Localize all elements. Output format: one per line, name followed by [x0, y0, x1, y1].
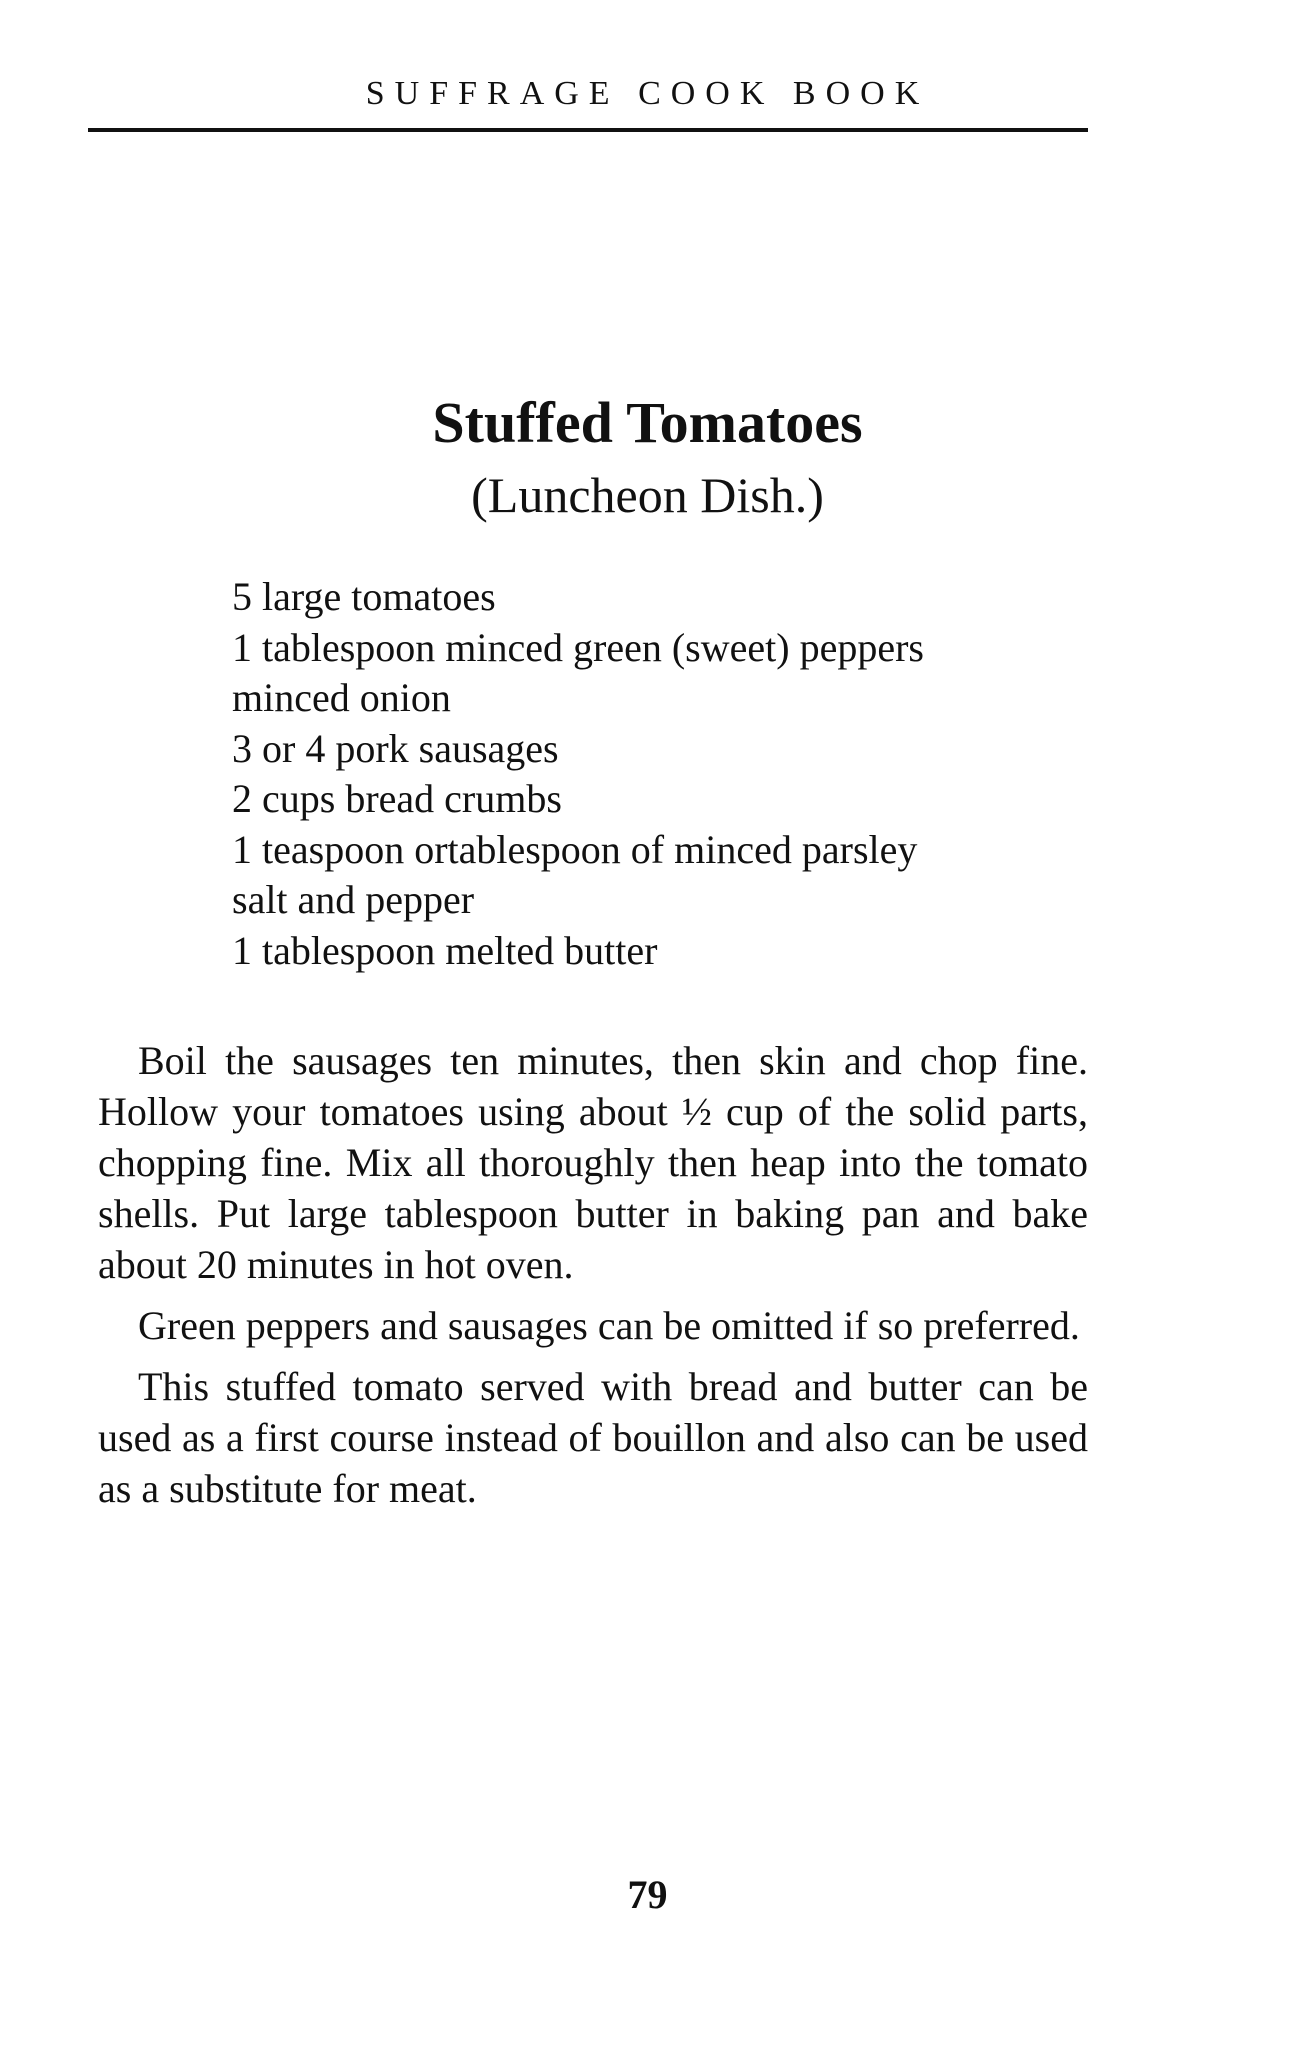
- header-rule: [88, 128, 1088, 132]
- ingredient-item: 1 tablespoon minced green (sweet) peppers: [232, 624, 924, 670]
- ingredient-list: [232, 572, 1092, 976]
- directions-paragraph: Boil the sausages ten minutes, then skin and chop fine. Hollow your tomatoes using about ½ cup of the solid parts, chopping fine. Mix all thoroughly then heap into the tomato shells. Put large tablespoon butter in baking pan and bake about 20 minutes in hot oven.: [98, 1038, 1088, 1287]
- ingredient-item: 1 teaspoon ortablespoon of minced parsley: [232, 826, 918, 872]
- ingredient-item: 5 large tomatoes: [232, 574, 496, 619]
- directions-paragraph: This stuffed tomato served with bread and butter can be used as a first course instead of bouillon and also can be used as a substitute for meat.: [98, 1364, 1088, 1511]
- ingredient-item: salt and pepper: [232, 877, 475, 922]
- recipe-subtitle: (Luncheon Dish.): [471, 467, 824, 523]
- recipe-directions: [98, 1035, 1088, 1524]
- running-head: SUFFRAGE COOK BOOK: [365, 75, 930, 112]
- recipe-title: Stuffed Tomatoes: [432, 390, 863, 455]
- ingredient-item: 3 or 4 pork sausages: [232, 725, 559, 771]
- ingredient-item: minced onion: [232, 675, 451, 720]
- page-number: 79: [627, 1872, 668, 1917]
- ingredient-item: 2 cups bread crumbs: [232, 776, 562, 821]
- directions-paragraph: Green peppers and sausages can be omitted if so preferred.: [138, 1303, 1080, 1348]
- ingredient-item: 1 tablespoon melted butter: [232, 927, 658, 973]
